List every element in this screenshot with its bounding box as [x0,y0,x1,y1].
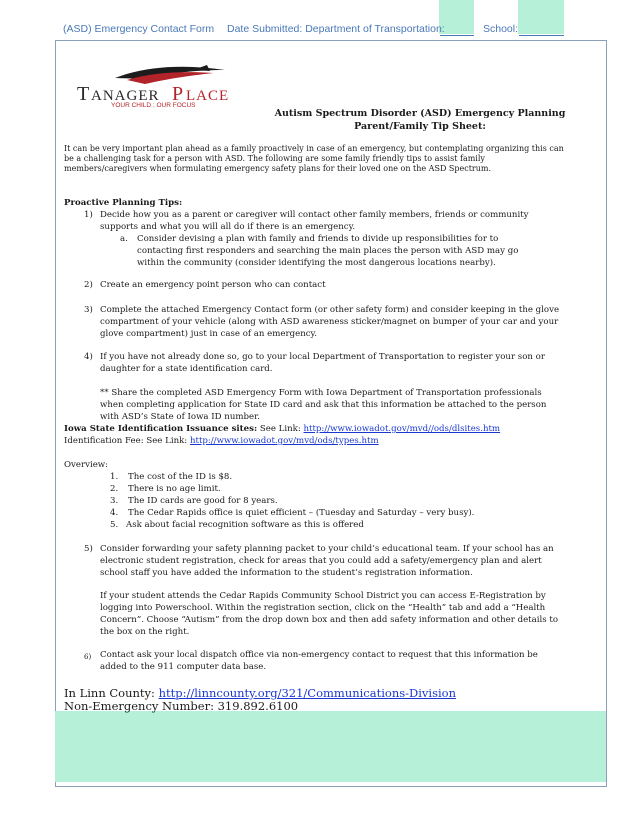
non-emergency-number: Non-Emergency Number: 319.892.6100 [64,699,299,713]
tip-5-text-powerschool: If your student attends the Cedar Rapids Community School District you can access E-Registration by logging into Powerschool. Within the registration section, click on the “Health” tab and add a “Health Concern”. Choose “Autism” from the drop down box and then add safety information and other details to the box on the right. [100,591,558,637]
tip-6-number: 6) [84,653,92,661]
document-title [250,107,590,133]
form-header [0,0,640,38]
issuance-sites-line [64,423,584,435]
intro-paragraph: It can be very important plan ahead as a family proactively in case of an emergency, but contemplating organizing this can be a challenging task for a person with ASD. The following are some family friendly tips to assist family members/caregivers when formulating emergency safety plans for their loved one on the ASD Spectrum. [64,144,564,173]
tip-2-number: 2) [84,280,93,290]
tip-1a-text: Consider devising a plan with family and friends to divide up responsibilities for to contacting first responders and searching the main places the person with ASD may go within the community (consider identifying the most dangerous locations nearby). [137,234,519,268]
overview-heading: Overview: [64,460,109,470]
school-label: School: [483,23,519,35]
svg-text:YOUR CHILD : OUR FOCUS: YOUR CHILD : OUR FOCUS [111,102,196,108]
tip-4-number: 4) [84,352,93,362]
tip-1-number: 1) [84,210,93,220]
county-line [64,686,584,700]
tip-1a-number: a. [120,234,128,244]
svg-text:T: T [77,83,91,105]
date-submitted-label: Date Submitted: Department of Transportation: [227,23,445,35]
school-field[interactable] [519,23,564,36]
svg-text:P: P [172,83,185,105]
overview-3-text: The ID cards are good for 8 years. [128,496,278,506]
title-line-2: Parent/Family Tip Sheet: [354,121,486,132]
overview-2-number: 2. [110,484,119,494]
county-url-link[interactable]: http://linncounty.org/321/Communications-Division [158,686,457,700]
tip-1-text: Decide how you as a parent or caregiver will contact other family members, friends or community supports and what you will all do if there is an emergency. [100,210,529,232]
form-name: (ASD) Emergency Contact Form [63,23,215,35]
title-line-1: Autism Spectrum Disorder (ASD) Emergency Planning [274,108,566,119]
tanager-bird-icon [75,62,275,108]
tip-5-number: 5) [84,544,93,554]
fee-url-link[interactable]: http://www.iowadot.gov/mvd/ods/types.htm [189,436,379,446]
overview-5-number: 5. [110,520,119,530]
svg-text:LACE: LACE [186,88,230,104]
issuance-label: Iowa State Identification Issuance sites: [64,424,258,434]
overview-2-text: There is no age limit. [128,484,221,494]
overview-4-text: The Cedar Rapids office is quiet efficient – (Tuesday and Saturday – very busy). [128,508,475,518]
issuance-url-link[interactable]: http://www.iowadot.gov/mvd//ods/dlsites.htm [303,424,501,434]
fee-line [64,435,584,447]
issuance-see-link: See Link: [259,424,301,434]
overview-3-number: 3. [110,496,119,506]
tip-3-number: 3) [84,305,93,315]
tip-6-text: Contact ask your local dispatch office via non-emergency contact to request that this information be added to the 911 computer data base. [100,650,538,672]
county-label: In Linn County: [64,686,155,700]
tip-5-text: Consider forwarding your safety planning packet to your child’s educational team. If your school has an electronic student registration, check for areas that you could add a safety/emergency plan and alert school staff you have added the information to the student’s registration information. [100,544,554,578]
overview-4-number: 4. [110,508,119,518]
blank-green-area [55,711,606,782]
tips-heading: Proactive Planning Tips: [64,198,183,208]
tip-2-text: Create an emergency point person who can contact [100,280,326,290]
tip-3-text: Complete the attached Emergency Contact form (or other safety form) and consider keeping in the glove compartment of your vehicle (along with ASD awareness sticker/magnet on bumper of your car and your glove compartment) just in case of an emergency. [100,305,560,339]
svg-text:ANAGER: ANAGER [91,88,160,104]
dot-field[interactable] [440,23,474,36]
share-form-note: ** Share the completed ASD Emergency Form with Iowa Department of Transportation professionals when completing application for State ID card and ask that this information be attached to the person with ASD’s State of Iowa ID number. [100,388,547,422]
overview-1-text: The cost of the ID is $8. [128,472,233,482]
tip-4-text: If you have not already done so, go to your local Department of Transportation to register your son or daughter for a state identification card. [100,352,545,374]
overview-5-text: Ask about facial recognition software as this is offered [126,520,364,530]
overview-1-number: 1. [110,472,119,482]
tanager-place-logo [75,62,275,108]
fee-label: Identification Fee: See Link: [64,436,188,446]
